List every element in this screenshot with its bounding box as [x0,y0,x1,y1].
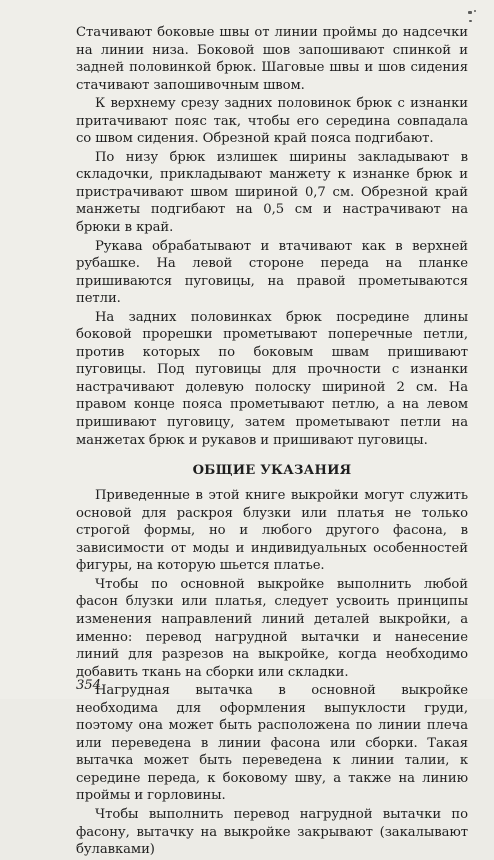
section-heading: ОБЩИЕ УКАЗАНИЯ [192,463,352,479]
scan-speck [474,10,476,12]
paragraph-patterns-basis: Приведенные в этой книге выкройки могут служить основой для раскроя блузки или платья не только строгой формы, но и любого другого фасона, в зависимости от моды и индивидуальных особенностей фигуры, на которую шьется платье. [76,488,468,574]
paragraph-cuffs: По низу брюк излишек ширины закладывают в складочки, прикладывают манжету к изнанке брюк и пристрачивают швом шириной 0,7 см. Обрезной край манжеты подгибают на 0,5 см и настрачивают на брюки в край. [76,149,468,236]
paragraph-waistband: К верхнему срезу задних половинок брюк с изнанки притачивают пояс так, чтобы его середина совпадала со швом сидения. Обрезной край пояса подгибают. [76,96,468,147]
scan-speck [468,11,472,14]
paragraph-bust-dart: Нагрудная вытачка в основной выкройке необходима для оформления выпуклости груди, поэтому она может быть расположена по линии плеча или переведена в линии фасона или сборки. Такая вытачка может быть переведена к линии талии, к середине переда, к боковому шву, а также на линию проймы и горловины. [76,683,468,804]
paragraph-style-principles: Чтобы по основной выкройке выполнить любой фасон блузки или платья, следует усвоить принципы изменения направлений линий деталей выкройки, а именно: перевод нагрудной вытачки и нанесение линий для разрезов на выкройке, когда необходимо добавить ткань на сборки или складки. [76,576,468,680]
paragraph-sleeves: Рукава обрабатывают и втачивают как в верхней рубашке. На левой стороне переда на планке пришиваются пуговицы, на правой прометываются петли. [76,238,468,307]
page-number: 354 [76,678,101,693]
page-text [76,24,468,860]
scan-speck [469,20,472,22]
paragraph-side-seams: Стачивают боковые швы от линии проймы до надсечки на линии низа. Боковой шов запошивают спинкой и задней половинкой брюк. Шаговые швы и шов сидения стачивают запошивочным швом. [76,25,468,93]
paragraph-buttons: На задних половинках брюк посредине длины боковой прорешки прометывают поперечные петли, против которых по боковым швам пришивают пуговицы. Под пуговицы для прочности с изнанки настрачивают долевую полоску шириной 2 см. На правом конце пояса прометывают петлю, а на левом пришивают пуговицу, затем прометывают петли на манжетах брюк и рукавов и пришивают пуговицы. [76,309,468,448]
paragraph-dart-transfer: Чтобы выполнить перевод нагрудной вытачки по фасону, вытачку на выкройке закрывают (закалывают булавками) [76,806,468,858]
